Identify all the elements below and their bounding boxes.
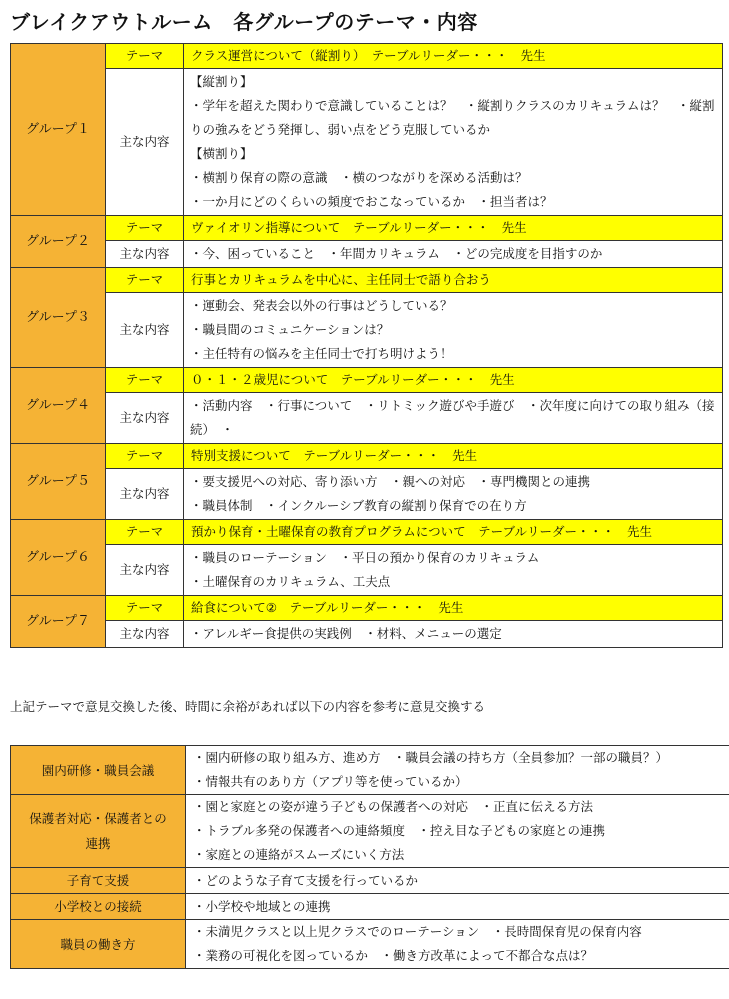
group-theme: 特別支援について テーブルリーダー・・・ 先生 bbox=[184, 444, 723, 469]
group-name: グループ２ bbox=[11, 216, 106, 268]
group-theme-row bbox=[11, 268, 723, 293]
content-line: ・園内研修の取り組み方、進め方 ・職員会議の持ち方（全員参加？一部の職員？） bbox=[193, 750, 669, 765]
content-line: ・運動会、発表会以外の行事はどうしている？ bbox=[190, 298, 453, 313]
instruction-note: 上記テーマで意見交換した後、時間に余裕があれば以下の内容を参考に意見交換する bbox=[10, 699, 486, 714]
theme-label: テーマ bbox=[106, 444, 184, 469]
theme-label: テーマ bbox=[106, 520, 184, 545]
group-theme: 預かり保育・土曜保育の教育プログラムについて テーブルリーダー・・・ 先生 bbox=[184, 520, 723, 545]
group-content bbox=[184, 293, 723, 368]
content-line: ・職員のローテーション ・平日の預かり保育のカリキュラム bbox=[190, 550, 540, 565]
content-line: ・土曜保育のカリキュラム、工夫点 bbox=[190, 574, 391, 589]
group-content bbox=[184, 469, 723, 520]
content-label: 主な内容 bbox=[106, 69, 184, 216]
page-title: ブレイクアウトルーム 各グループのテーマ・内容 bbox=[10, 10, 478, 34]
content-line: ・職員体制 ・インクルーシブ教育の縦割り保育での在り方 bbox=[190, 498, 527, 513]
group-theme: クラス運営について（縦割り） テーブルリーダー・・・ 先生 bbox=[184, 44, 723, 69]
group-content bbox=[184, 241, 723, 268]
content-line: ・横割り保育の際の意識 ・横のつながりを深める活動は？ bbox=[190, 170, 528, 185]
extra-topic-row bbox=[11, 746, 729, 795]
group-content bbox=[184, 69, 723, 216]
theme-label: テーマ bbox=[106, 216, 184, 241]
content-line: ・職員間のコミュニケーションは？ bbox=[190, 322, 390, 337]
extra-topic-row bbox=[11, 920, 729, 969]
content-label: 主な内容 bbox=[106, 393, 184, 444]
group-theme: ヴァイオリン指導について テーブルリーダー・・・ 先生 bbox=[184, 216, 723, 241]
content-line: ・アレルギー食提供の実践例 ・材料、メニューの選定 bbox=[190, 626, 502, 641]
topic-category: 小学校との接続 bbox=[11, 894, 186, 920]
content-line: ・学年を超えた関わりで意識していることは？ ・縦割りクラスのカリキュラムは？ ・縦割りの強みをどう発揮し、弱い点をどう克服しているか bbox=[190, 98, 715, 137]
group-theme-row bbox=[11, 444, 723, 469]
content-line: ・どのような子育て支援を行っているか bbox=[193, 872, 419, 888]
group-theme-row bbox=[11, 596, 723, 621]
content-line: ・小学校や地域との連携 bbox=[193, 898, 331, 914]
content-line: 【横割り】 bbox=[190, 146, 253, 161]
group-name: グループ１ bbox=[11, 44, 106, 216]
theme-label: テーマ bbox=[106, 44, 184, 69]
content-line: ・家庭との連絡がスムーズにいく方法 bbox=[193, 847, 405, 862]
topic-category bbox=[11, 795, 186, 868]
topic-category-text: 保護者対応・保護者との連携 bbox=[29, 811, 167, 851]
group-content-row bbox=[11, 469, 723, 520]
content-line: ・業務の可視化を図っているか ・働き方改革によって不都合な点は？ bbox=[193, 948, 594, 963]
extra-topic-row bbox=[11, 868, 729, 894]
extra-topic-row bbox=[11, 795, 729, 868]
content-line: 【縦割り】 bbox=[190, 74, 253, 89]
content-label: 主な内容 bbox=[106, 545, 184, 596]
group-name: グループ７ bbox=[11, 596, 106, 648]
theme-label: テーマ bbox=[106, 596, 184, 621]
group-name: グループ４ bbox=[11, 368, 106, 444]
content-label: 主な内容 bbox=[106, 469, 184, 520]
content-line: ・園と家庭との姿が違う子どもの保護者への対応 ・正直に伝える方法 bbox=[193, 799, 594, 814]
content-label: 主な内容 bbox=[106, 293, 184, 368]
group-theme: 給食について② テーブルリーダー・・・ 先生 bbox=[184, 596, 723, 621]
group-theme-row bbox=[11, 44, 723, 69]
content-line: ・今、困っていること ・年間カリキュラム ・どの完成度を目指すのか bbox=[190, 246, 603, 261]
group-content bbox=[184, 393, 723, 444]
topic-content bbox=[186, 746, 729, 795]
content-line: ・要支援児への対応、寄り添い方 ・親への対応 ・専門機関との連携 bbox=[190, 474, 591, 489]
group-content-row bbox=[11, 545, 723, 596]
content-label: 主な内容 bbox=[106, 241, 184, 268]
theme-label: テーマ bbox=[106, 268, 184, 293]
extra-topics-table bbox=[10, 745, 729, 969]
topic-content bbox=[186, 894, 729, 920]
content-line: ・情報共有のあり方（アプリ等を使っているか） bbox=[193, 774, 468, 789]
group-content-row bbox=[11, 621, 723, 648]
group-name: グループ６ bbox=[11, 520, 106, 596]
content-line: ・活動内容 ・行事について ・リトミック遊びや手遊び ・次年度に向けての取り組み（接続） ・ bbox=[190, 398, 715, 437]
group-theme: 行事とカリキュラムを中心に、主任同士で語り合おう bbox=[184, 268, 723, 293]
group-name: グループ５ bbox=[11, 444, 106, 520]
topic-content bbox=[186, 920, 729, 969]
topic-category: 職員の働き方 bbox=[11, 920, 186, 969]
group-name: グループ３ bbox=[11, 268, 106, 368]
group-theme-row bbox=[11, 520, 723, 545]
topic-category: 子育て支援 bbox=[11, 868, 186, 894]
group-content-row bbox=[11, 241, 723, 268]
group-content bbox=[184, 621, 723, 648]
topic-content bbox=[186, 868, 729, 894]
content-line: ・主任特有の悩みを主任同士で打ち明けよう！ bbox=[190, 346, 453, 361]
group-content bbox=[184, 545, 723, 596]
theme-label: テーマ bbox=[106, 368, 184, 393]
group-content-row bbox=[11, 393, 723, 444]
group-content-row bbox=[11, 293, 723, 368]
extra-topic-row bbox=[11, 894, 729, 920]
topic-category: 園内研修・職員会議 bbox=[11, 746, 186, 795]
group-theme-row bbox=[11, 216, 723, 241]
group-theme: ０・１・２歳児について テーブルリーダー・・・ 先生 bbox=[184, 368, 723, 393]
topic-content bbox=[186, 795, 729, 868]
content-line: ・一か月にどのくらいの頻度でおこなっているか ・担当者は？ bbox=[190, 194, 553, 209]
groups-table bbox=[10, 43, 723, 648]
content-line: ・トラブル多発の保護者への連絡頻度 ・控え目な子どもの家庭との連携 bbox=[193, 823, 606, 838]
group-theme-row bbox=[11, 368, 723, 393]
content-label: 主な内容 bbox=[106, 621, 184, 648]
group-content-row bbox=[11, 69, 723, 216]
content-line: ・未満児クラスと以上児クラスでのローテーション ・長時間保育児の保育内容 bbox=[193, 924, 642, 939]
